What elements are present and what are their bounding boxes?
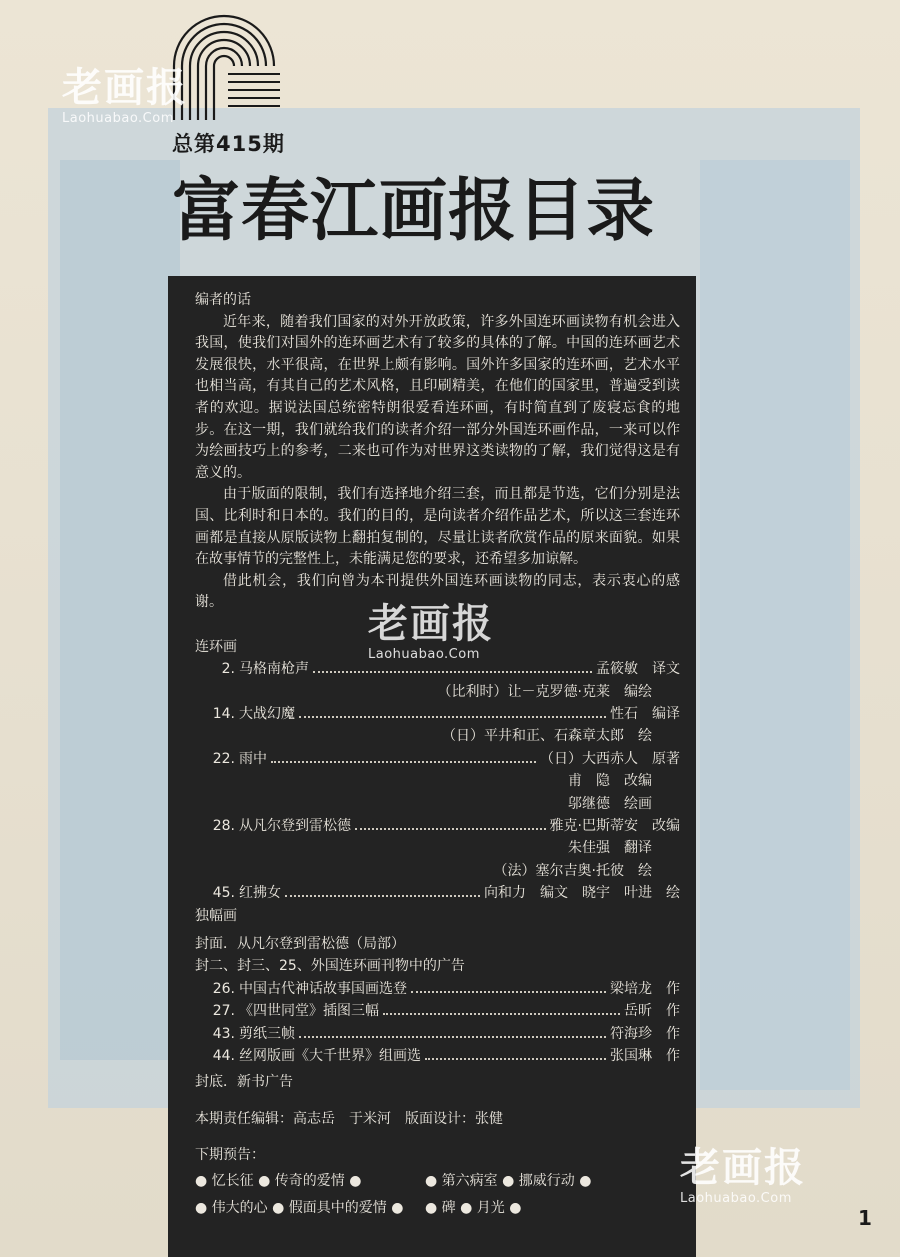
dot-leader xyxy=(411,991,606,993)
toc-credit-extra: 甫 隐 改编 xyxy=(568,773,652,790)
next-issue-items: ● 碑 ● 月光 ● xyxy=(425,1199,522,1216)
toc-credit: 梁培龙 作 xyxy=(610,980,680,997)
next-issue-row xyxy=(195,1195,680,1222)
watermark-url: Laohuabao.Com xyxy=(62,111,174,126)
toc-credit: 向和力 编文 晓宇 叶进 绘 xyxy=(484,885,680,902)
toc-title: 剪纸三帧 xyxy=(239,1025,295,1042)
single-works-heading: 独幅画 xyxy=(195,907,237,924)
toc-page-number: 14. xyxy=(212,706,235,723)
contents-text xyxy=(195,290,680,1222)
toc-entry xyxy=(195,1023,680,1045)
editor-note-paragraph: 由于版面的限制，我们有选择地介绍三套，而且都是节选，它们分别是法国、比利时和日本的。我们的目的，是向读者介绍作品艺术，所以这三套连环画都是直接从原版读物上翻拍复制的，尽量让读者欣赏作品的原来面貌。如果在故事情节的完整性上，未能满足您的要求，还希望多加谅解。 xyxy=(195,486,680,568)
toc-page-number: 43. xyxy=(212,1025,235,1042)
dot-leader xyxy=(299,1036,606,1038)
toc-entry xyxy=(195,1045,680,1067)
toc-page-number: 27. xyxy=(212,1003,235,1020)
staff-credits: 本期责任编辑：高志岳 于米河 版面设计：张健 xyxy=(195,1110,503,1127)
background-print-left xyxy=(60,160,180,1060)
toc-credit: 岳昕 作 xyxy=(624,1003,680,1020)
toc-credit-extra: （日）平井和正、石森章太郎 绘 xyxy=(442,728,652,745)
watermark-brand: 老画报 xyxy=(368,601,494,647)
dot-leader xyxy=(299,716,606,718)
toc-page-number: 2. xyxy=(221,661,235,678)
toc-credit: 张国琳 作 xyxy=(610,1047,680,1064)
toc-credit: 孟筱敏 译文 xyxy=(596,661,680,678)
toc-page-number: 28. xyxy=(212,818,235,835)
watermark-bottom xyxy=(680,1136,806,1206)
toc-entry xyxy=(195,815,680,837)
toc-line: 封面．从凡尔登到雷松德（局部） xyxy=(195,935,405,952)
toc-credit: 符海珍 作 xyxy=(610,1025,680,1042)
page-number: 1 xyxy=(858,1206,872,1230)
watermark-url: Laohuabao.Com xyxy=(368,647,480,662)
comics-heading: 连环画 xyxy=(195,638,237,655)
toc-credit-extra: 邬继德 绘画 xyxy=(568,795,652,812)
issue-number: 总第415期 xyxy=(172,132,285,156)
watermark-brand: 老画报 xyxy=(62,65,188,111)
editor-note-paragraph: 借此机会，我们向曾为本刊提供外国连环画读物的同志，表示衷心的感谢。 xyxy=(195,572,680,611)
toc-credit-extra: （比利时）让－克罗德·克莱 编绘 xyxy=(437,683,652,700)
toc-page-number: 44. xyxy=(212,1047,235,1064)
toc-title: 雨中 xyxy=(239,750,267,767)
editor-note-heading: 编者的话 xyxy=(195,292,251,308)
next-issue-items: ● 伟大的心 ● 假面具中的爱情 ● xyxy=(195,1199,404,1216)
next-issue-heading: 下期预告： xyxy=(195,1146,265,1163)
dot-leader xyxy=(355,828,546,830)
toc-title: 大战幻魔 xyxy=(239,706,295,723)
watermark-center xyxy=(368,592,494,662)
dot-leader xyxy=(271,761,536,763)
toc-entry xyxy=(195,882,680,904)
watermark-brand: 老画报 xyxy=(680,1145,806,1191)
toc-entry xyxy=(195,703,680,725)
toc-title: 马格南枪声 xyxy=(239,661,309,678)
dot-leader xyxy=(285,895,480,897)
toc-credit-extra: （法）塞尔吉奥·托彼 绘 xyxy=(493,862,652,879)
dot-leader xyxy=(383,1013,620,1015)
editor-note-paragraph: 近年来，随着我们国家的对外开放政策，许多外国连环画读物有机会进入我国，使我们对国外的连环画艺术有了较多的具体的了解。中国的连环画艺术发展很快，水平很高，在世界上颇有影响。国外许多国家的连环画，艺术水平也相当高，有其自己的艺术风格，且印刷精美，在他们的国家里，普遍受到读者的欢迎。据说法国总统密特朗很爱看连环画，有时简直到了废寝忘食的地步。在这一期，我们就给我们的读者介绍一部分外国连环画作品，一来可以作为绘画技巧上的参考，二来也可作为对世界这类读物的了解，我们觉得这是有意义的。 xyxy=(195,313,680,481)
page-title: 富春江画报目录 xyxy=(172,172,656,251)
toc-title: 中国古代神话故事国画选登 xyxy=(239,980,407,997)
toc-line: 封二、封三、25、外国连环画刊物中的广告 xyxy=(195,958,465,975)
toc-credit: （日）大西赤人 原著 xyxy=(540,750,680,767)
toc-title: 《四世同堂》插图三幅 xyxy=(239,1003,379,1020)
toc-entry xyxy=(195,1000,680,1022)
watermark-url: Laohuabao.Com xyxy=(680,1191,792,1206)
next-issue-items: ● 忆长征 ● 传奇的爱情 ● xyxy=(195,1172,362,1189)
next-issue-items: ● 第六病室 ● 挪威行动 ● xyxy=(425,1172,592,1189)
back-cover-line: 封底．新书广告 xyxy=(195,1074,293,1091)
background-print-right xyxy=(700,160,850,1090)
watermark-top xyxy=(62,56,188,126)
toc-entry xyxy=(195,748,680,770)
dot-leader xyxy=(425,1058,606,1060)
toc-entry xyxy=(195,978,680,1000)
toc-title: 丝网版画《大千世界》组画选 xyxy=(239,1047,421,1064)
toc-page-number: 26. xyxy=(212,980,235,997)
toc-credit: 雅克·巴斯蒂安 改编 xyxy=(549,818,680,835)
toc-title: 红拂女 xyxy=(239,885,281,902)
dot-leader xyxy=(313,671,592,673)
next-issue-row xyxy=(195,1168,680,1195)
toc-page-number: 22. xyxy=(212,750,235,767)
toc-credit: 性石 编译 xyxy=(610,706,680,723)
toc-credit-extra: 朱佳强 翻译 xyxy=(568,840,652,857)
toc-page-number: 45. xyxy=(212,885,235,902)
toc-title: 从凡尔登到雷松德 xyxy=(239,818,351,835)
